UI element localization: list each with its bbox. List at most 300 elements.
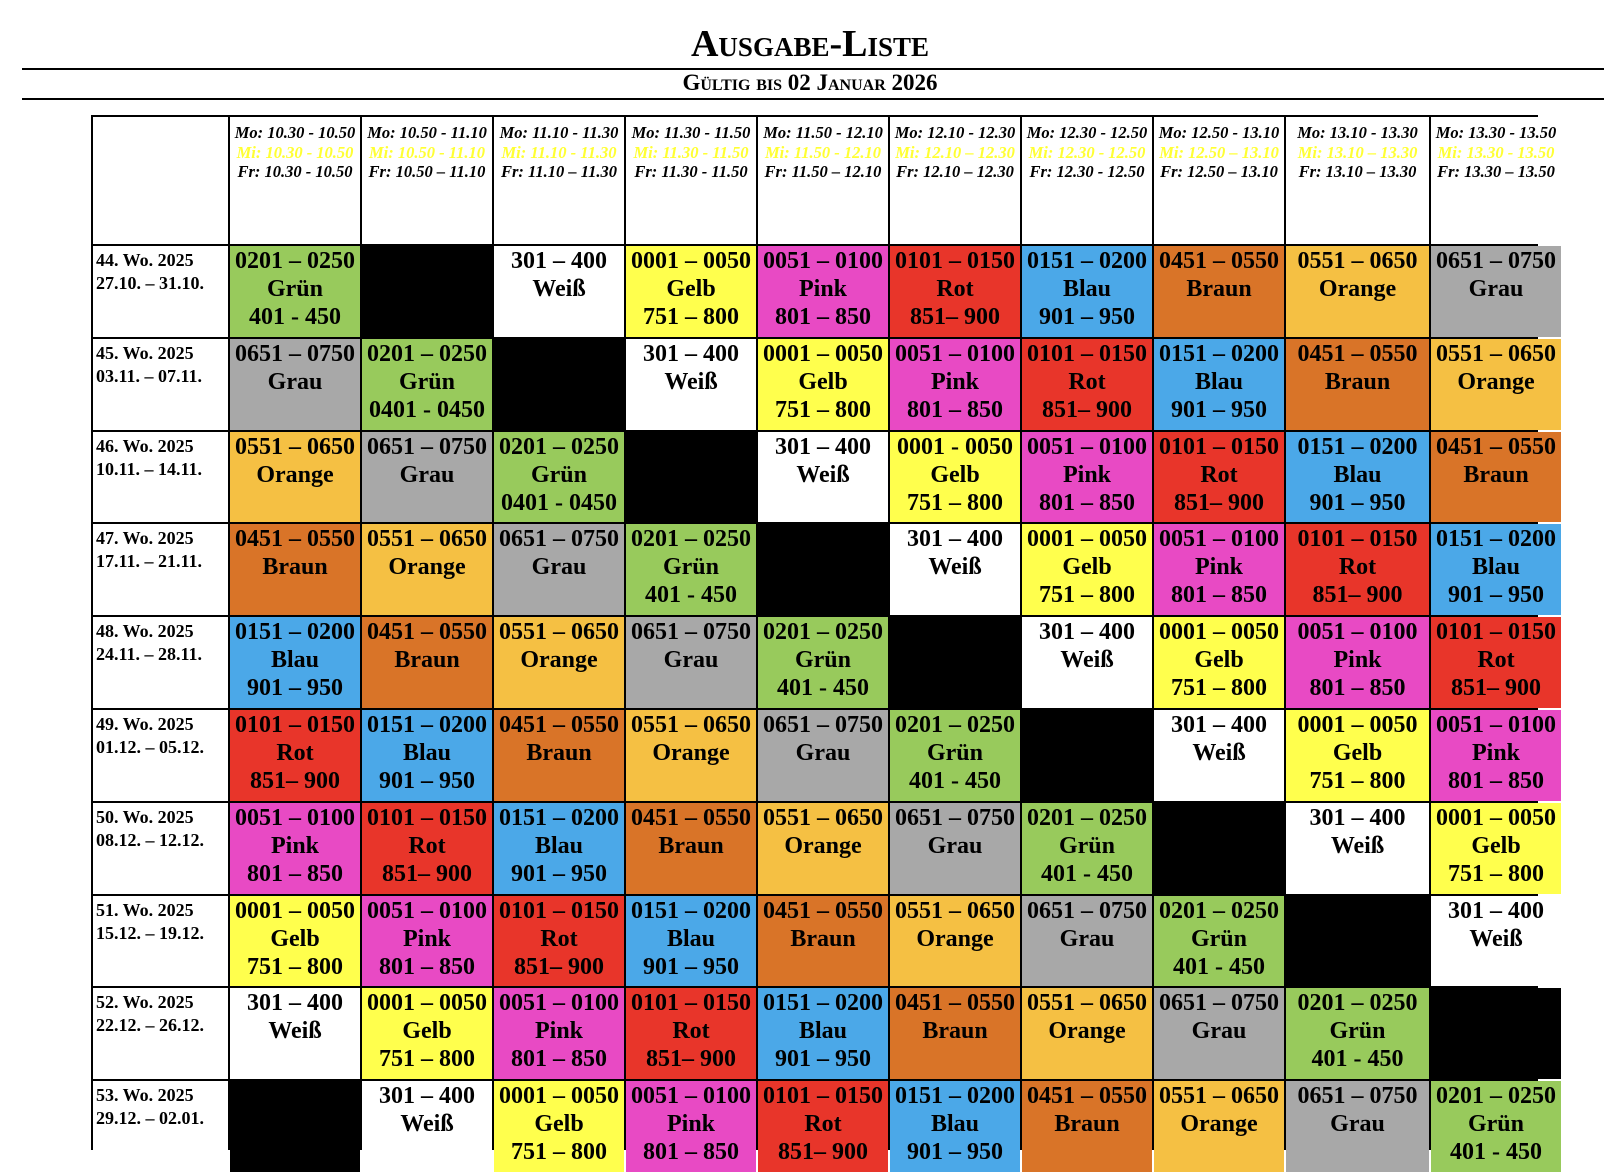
group-color-name: Orange [520, 647, 598, 674]
time-slot-header [230, 117, 360, 244]
group-number-range: 0001 – 0050 [1159, 619, 1279, 646]
group-color-name: Blau [270, 647, 320, 674]
group-number-range: 751 – 800 [247, 953, 343, 980]
week-label: 53. Wo. 2025 29.12. – 02.01. [93, 1081, 228, 1172]
week-label: 49. Wo. 2025 01.12. – 05.12. [93, 710, 228, 801]
group-color-name: Blau [666, 925, 716, 952]
group-color-name: Gelb [1471, 832, 1521, 859]
group-number-range: 0051 – 0100 [1297, 619, 1418, 646]
group-color-name: Weiß [400, 1111, 454, 1138]
group-color-name: Pink [798, 276, 848, 302]
group-number-range: 0651 – 0750 [367, 433, 487, 460]
time-slot-fr: Fr: 13.30 – 13.50 [1437, 162, 1555, 181]
group-number-range: 401 - 450 [645, 582, 737, 609]
group-cell [758, 432, 888, 523]
week-label: 45. Wo. 2025 03.11. – 07.11. [93, 339, 228, 430]
group-cell [1286, 246, 1429, 337]
group-color-name: Orange [1180, 1111, 1258, 1138]
group-color-name: Blau [1062, 276, 1112, 302]
group-color-name: Rot [276, 739, 314, 766]
week-label: 46. Wo. 2025 10.11. – 14.11. [93, 432, 228, 523]
time-slot-mi: Mi: 12.30 - 12.50 [1028, 142, 1146, 162]
group-number-range: 0151 – 0200 [499, 804, 619, 831]
group-number-range: 0001 – 0050 [499, 1083, 619, 1110]
group-number-range: 901 – 950 [643, 953, 739, 980]
group-cell [890, 710, 1020, 801]
group-number-range: 0101 – 0150 [1027, 340, 1147, 367]
group-color-name: Gelb [666, 276, 716, 302]
group-number-range: 301 – 400 [379, 1083, 475, 1110]
group-cell [890, 339, 1020, 430]
time-slot-header [1286, 117, 1429, 244]
group-cell [1154, 432, 1284, 523]
empty-cell [494, 339, 624, 430]
time-slot-header [494, 117, 624, 244]
time-slot-mi: Mi: 10.30 - 10.50 [236, 142, 354, 162]
group-color-name: Braun [394, 647, 460, 674]
group-cell [230, 710, 360, 801]
group-cell [494, 710, 624, 801]
group-number-range: 0201 – 0250 [367, 340, 487, 367]
time-slot-mo: Mo: 13.10 - 13.30 [1297, 123, 1418, 142]
time-slot-mo: Mo: 12.30 - 12.50 [1026, 123, 1148, 142]
group-color-name: Orange [652, 739, 730, 766]
group-cell [626, 617, 756, 708]
week-label: 44. Wo. 2025 27.10. – 31.10. [93, 246, 228, 337]
group-color-name: Blau [534, 832, 584, 859]
group-number-range: 0451 – 0550 [367, 619, 487, 646]
group-cell [362, 1081, 492, 1172]
group-number-range: 801 – 850 [1448, 767, 1544, 794]
group-cell [626, 246, 756, 337]
time-slot-mo: Mo: 11.50 - 12.10 [763, 123, 883, 142]
time-slot-mi: Mi: 12.10 – 12.30 [895, 142, 1015, 162]
group-cell [758, 988, 888, 1079]
group-color-name: Grün [794, 647, 851, 674]
group-number-range: 851– 900 [1451, 675, 1541, 702]
group-color-name: Braun [922, 1018, 988, 1045]
group-color-name: Pink [1062, 461, 1112, 488]
group-color-name: Pink [1471, 739, 1521, 766]
group-number-range: 801 – 850 [1309, 675, 1406, 702]
group-color-name: Rot [936, 276, 974, 302]
group-number-range: 0451 – 0550 [763, 897, 883, 924]
group-number-range: 301 – 400 [1448, 897, 1544, 924]
group-cell [1154, 988, 1284, 1079]
group-color-name: Grün [1467, 1111, 1524, 1138]
group-number-range: 0451 – 0550 [895, 990, 1015, 1017]
group-color-name: Pink [402, 925, 452, 952]
group-color-name: Rot [1200, 461, 1238, 488]
group-cell [890, 988, 1020, 1079]
time-slot-header [362, 117, 492, 244]
group-number-range: 0051 – 0100 [1159, 526, 1279, 553]
group-number-range: 0551 – 0650 [235, 433, 355, 460]
group-color-name: Grau [267, 368, 323, 395]
group-cell [1286, 1081, 1429, 1172]
group-color-name: Pink [666, 1111, 716, 1138]
group-cell [1431, 432, 1561, 523]
group-number-range: 901 – 950 [775, 1046, 871, 1073]
group-color-name: Gelb [1332, 739, 1383, 766]
group-number-range: 0201 – 0250 [631, 526, 751, 553]
group-number-range: 0551 – 0650 [1159, 1083, 1279, 1110]
group-number-range: 0051 – 0100 [235, 804, 355, 831]
time-slot-fr: Fr: 12.50 – 13.10 [1160, 162, 1278, 181]
group-color-name: Braun [1463, 461, 1529, 488]
group-color-name: Braun [658, 832, 724, 859]
group-color-name: Rot [1068, 368, 1106, 395]
schedule-table [91, 115, 1557, 1166]
group-number-range: 301 – 400 [643, 340, 739, 367]
group-number-range: 401 - 450 [1041, 860, 1133, 887]
time-slot-fr: Fr: 10.50 – 11.10 [368, 162, 486, 181]
group-number-range: 851– 900 [382, 860, 472, 887]
group-cell [890, 1081, 1020, 1172]
group-number-range: 0001 – 0050 [1297, 711, 1418, 738]
group-cell [626, 803, 756, 894]
group-number-range: 851– 900 [1174, 489, 1264, 516]
empty-cell [1022, 710, 1152, 801]
group-cell [1022, 339, 1152, 430]
group-color-name: Weiß [1192, 739, 1246, 766]
group-cell [1431, 339, 1561, 430]
group-number-range: 901 – 950 [1039, 304, 1135, 330]
group-number-range: 851– 900 [250, 767, 340, 794]
group-color-name: Orange [388, 554, 466, 581]
group-color-name: Gelb [402, 1018, 452, 1045]
page-subtitle: Gültig bis 02 Januar 2026 [682, 70, 938, 95]
group-color-name: Grün [266, 276, 323, 302]
group-number-range: 0201 – 0250 [499, 433, 619, 460]
group-cell [1286, 617, 1429, 708]
empty-cell [230, 1081, 360, 1172]
group-cell [1022, 988, 1152, 1079]
group-number-range: 0101 – 0150 [235, 711, 355, 738]
group-cell [1154, 710, 1284, 801]
group-color-name: Grau [399, 461, 455, 488]
group-number-range: 0201 – 0250 [1436, 1083, 1556, 1110]
group-cell [890, 896, 1020, 987]
group-number-range: 901 – 950 [379, 767, 475, 794]
group-number-range: 0151 – 0200 [1159, 340, 1279, 367]
group-number-range: 0101 – 0150 [763, 1083, 883, 1110]
group-cell [1286, 524, 1429, 615]
group-color-name: Blau [1194, 368, 1244, 395]
group-number-range: 751 – 800 [775, 396, 871, 423]
group-cell [1286, 710, 1429, 801]
group-cell [758, 1081, 888, 1172]
group-cell [230, 896, 360, 987]
group-number-range: 901 – 950 [247, 675, 343, 702]
group-number-range: 0151 – 0200 [631, 897, 751, 924]
group-cell [230, 246, 360, 337]
group-number-range: 301 – 400 [511, 248, 607, 274]
group-color-name: Orange [256, 461, 334, 488]
time-slot-mi: Mi: 13.30 - 13.50 [1437, 142, 1555, 162]
group-number-range: 0151 – 0200 [1436, 526, 1556, 553]
group-number-range: 851– 900 [1312, 582, 1403, 609]
group-number-range: 0551 – 0650 [1027, 990, 1147, 1017]
group-color-name: Gelb [534, 1111, 584, 1138]
time-slot-header [626, 117, 756, 244]
group-color-name: Pink [930, 368, 980, 395]
group-number-range: 901 – 950 [511, 860, 607, 887]
group-number-range: 0201 – 0250 [1027, 804, 1147, 831]
time-slot-fr: Fr: 12.30 - 12.50 [1029, 162, 1145, 181]
header-corner [93, 117, 228, 244]
group-number-range: 301 – 400 [1309, 804, 1406, 831]
group-number-range: 0451 – 0550 [1436, 433, 1556, 460]
group-number-range: 0451 – 0550 [499, 711, 619, 738]
time-slot-mo: Mo: 12.10 - 12.30 [894, 123, 1016, 142]
time-slot-header [1022, 117, 1152, 244]
page-title: Ausgabe-Liste [690, 23, 929, 65]
time-slot-mi: Mi: 12.50 – 13.10 [1159, 142, 1279, 162]
group-color-name: Pink [270, 832, 320, 859]
group-number-range: 301 – 400 [907, 526, 1003, 553]
group-number-range: 851– 900 [1042, 396, 1132, 423]
group-color-name: Weiß [796, 461, 850, 488]
group-number-range: 0051 – 0100 [499, 990, 619, 1017]
group-number-range: 401 - 450 [1173, 953, 1265, 980]
group-color-name: Gelb [930, 461, 980, 488]
group-color-name: Weiß [1469, 925, 1523, 952]
group-number-range: 301 – 400 [775, 433, 871, 460]
group-cell [1022, 803, 1152, 894]
group-number-range: 901 – 950 [1309, 489, 1406, 516]
group-cell [230, 988, 360, 1079]
group-cell [890, 246, 1020, 337]
group-number-range: 0651 – 0750 [895, 804, 1015, 831]
group-color-name: Weiß [1330, 832, 1385, 859]
group-number-range: 0651 – 0750 [235, 340, 355, 367]
group-cell [230, 803, 360, 894]
group-color-name: Weiß [268, 1018, 322, 1045]
group-cell [494, 246, 624, 337]
group-number-range: 0401 - 0450 [369, 396, 485, 423]
group-number-range: 801 – 850 [379, 953, 475, 980]
group-number-range: 0451 – 0550 [1297, 340, 1418, 367]
group-number-range: 0651 – 0750 [1297, 1083, 1418, 1110]
group-color-name: Grün [1190, 925, 1247, 952]
group-number-range: 0201 – 0250 [763, 619, 883, 646]
group-number-range: 801 – 850 [907, 396, 1003, 423]
time-slot-header [758, 117, 888, 244]
group-color-name: Grau [1468, 276, 1524, 302]
group-cell [626, 710, 756, 801]
group-number-range: 0451 – 0550 [1027, 1083, 1147, 1110]
group-number-range: 751 – 800 [1039, 582, 1135, 609]
group-color-name: Blau [798, 1018, 848, 1045]
group-cell [1431, 710, 1561, 801]
time-slot-fr: Fr: 11.30 - 11.50 [634, 162, 748, 181]
time-slot-fr: Fr: 10.30 - 10.50 [237, 162, 353, 181]
group-number-range: 401 - 450 [249, 304, 341, 330]
group-cell [362, 617, 492, 708]
group-color-name: Grün [1058, 832, 1115, 859]
group-cell [1431, 617, 1561, 708]
group-color-name: Grün [926, 739, 983, 766]
group-cell [362, 339, 492, 430]
time-slot-fr: Fr: 11.50 – 12.10 [764, 162, 882, 181]
group-color-name: Orange [784, 832, 862, 859]
time-slot-header [1154, 117, 1284, 244]
group-number-range: 0551 – 0650 [763, 804, 883, 831]
group-number-range: 801 – 850 [775, 304, 871, 330]
empty-cell [1286, 896, 1429, 987]
group-number-range: 0101 – 0150 [499, 897, 619, 924]
group-number-range: 0001 – 0050 [1436, 804, 1556, 831]
group-color-name: Gelb [1062, 554, 1112, 581]
week-label: 48. Wo. 2025 24.11. – 28.11. [93, 617, 228, 708]
group-number-range: 0651 – 0750 [1159, 990, 1279, 1017]
group-number-range: 851– 900 [514, 953, 604, 980]
group-cell [494, 432, 624, 523]
group-number-range: 801 – 850 [247, 860, 343, 887]
group-number-range: 401 - 450 [1311, 1046, 1404, 1073]
group-cell [1286, 432, 1429, 523]
group-cell [1431, 524, 1561, 615]
group-cell [890, 524, 1020, 615]
group-cell [362, 988, 492, 1079]
group-number-range: 0101 – 0150 [1297, 526, 1418, 553]
group-number-range: 801 – 850 [643, 1139, 739, 1166]
group-color-name: Orange [1318, 276, 1397, 302]
group-cell [230, 339, 360, 430]
group-number-range: 301 – 400 [247, 990, 343, 1017]
group-color-name: Rot [408, 832, 446, 859]
group-number-range: 0001 – 0050 [1027, 526, 1147, 553]
group-number-range: 751 – 800 [907, 489, 1003, 516]
group-number-range: 0101 – 0150 [895, 248, 1015, 274]
group-cell [1154, 896, 1284, 987]
group-color-name: Rot [672, 1018, 710, 1045]
group-cell [362, 524, 492, 615]
group-cell [626, 896, 756, 987]
group-number-range: 0101 – 0150 [631, 990, 751, 1017]
group-number-range: 0051 – 0100 [631, 1083, 751, 1110]
group-number-range: 401 - 450 [909, 767, 1001, 794]
group-color-name: Grau [663, 647, 719, 674]
group-cell [758, 339, 888, 430]
group-cell [626, 1081, 756, 1172]
group-number-range: 801 – 850 [1039, 489, 1135, 516]
group-color-name: Grau [1059, 925, 1115, 952]
group-number-range: 301 – 400 [1039, 619, 1135, 646]
group-color-name: Grau [927, 832, 983, 859]
group-cell [758, 803, 888, 894]
group-color-name: Grün [530, 461, 587, 488]
time-slot-fr: Fr: 11.10 – 11.30 [501, 162, 617, 181]
group-cell [626, 524, 756, 615]
group-color-name: Pink [1194, 554, 1244, 581]
group-number-range: 751 – 800 [1448, 860, 1544, 887]
group-number-range: 751 – 800 [1171, 675, 1267, 702]
group-cell [362, 710, 492, 801]
group-cell [494, 896, 624, 987]
group-color-name: Grau [531, 554, 587, 581]
group-color-name: Rot [1477, 647, 1515, 674]
group-cell [230, 617, 360, 708]
group-cell [494, 617, 624, 708]
group-number-range: 0051 – 0100 [1027, 433, 1147, 460]
group-number-range: 0051 – 0100 [1436, 711, 1556, 738]
time-slot-fr: Fr: 12.10 – 12.30 [896, 162, 1014, 181]
group-number-range: 0201 – 0250 [895, 711, 1015, 738]
group-color-name: Braun [1054, 1111, 1120, 1138]
time-slot-header [890, 117, 1020, 244]
group-color-name: Braun [1186, 276, 1252, 302]
group-number-range: 0551 – 0650 [1436, 340, 1556, 367]
empty-cell [890, 617, 1020, 708]
group-cell [494, 524, 624, 615]
group-cell [362, 432, 492, 523]
group-color-name: Weiß [928, 554, 982, 581]
group-cell [758, 246, 888, 337]
time-slot-mi: Mi: 13.10 – 13.30 [1297, 142, 1418, 162]
group-number-range: 901 – 950 [907, 1139, 1003, 1166]
group-cell [494, 988, 624, 1079]
group-number-range: 0451 – 0550 [631, 804, 751, 831]
group-color-name: Braun [262, 554, 328, 581]
group-number-range: 0551 – 0650 [895, 897, 1015, 924]
group-cell [1431, 896, 1561, 987]
empty-cell [626, 432, 756, 523]
group-color-name: Braun [1324, 368, 1391, 395]
group-cell [1286, 988, 1429, 1079]
group-number-range: 301 – 400 [1171, 711, 1267, 738]
group-color-name: Blau [1333, 461, 1382, 488]
group-cell [758, 617, 888, 708]
group-cell [494, 803, 624, 894]
group-number-range: 0051 – 0100 [367, 897, 487, 924]
group-cell [1154, 339, 1284, 430]
group-color-name: Orange [1457, 368, 1535, 395]
time-slot-mo: Mo: 13.30 - 13.50 [1435, 123, 1557, 142]
group-number-range: 0451 – 0550 [235, 526, 355, 553]
group-cell [626, 988, 756, 1079]
group-color-name: Weiß [532, 276, 586, 302]
group-cell [1022, 617, 1152, 708]
group-number-range: 401 - 450 [1450, 1139, 1542, 1166]
group-number-range: 0001 – 0050 [763, 340, 883, 367]
group-number-range: 751 – 800 [511, 1139, 607, 1166]
week-label: 51. Wo. 2025 15.12. – 19.12. [93, 896, 228, 987]
group-cell [230, 524, 360, 615]
group-cell [494, 1081, 624, 1172]
group-color-name: Grün [662, 554, 719, 581]
group-number-range: 0101 – 0150 [367, 804, 487, 831]
group-color-name: Rot [540, 925, 578, 952]
group-number-range: 0651 – 0750 [499, 526, 619, 553]
empty-cell [1154, 803, 1284, 894]
group-number-range: 851– 900 [646, 1046, 736, 1073]
group-color-name: Pink [534, 1018, 584, 1045]
group-number-range: 0151 – 0200 [895, 1083, 1015, 1110]
group-cell [1431, 1081, 1561, 1172]
group-color-name: Grau [1330, 1111, 1385, 1138]
group-color-name: Weiß [1060, 647, 1114, 674]
time-slot-mo: Mo: 11.10 - 11.30 [499, 123, 619, 142]
group-number-range: 751 – 800 [1309, 767, 1406, 794]
group-color-name: Grün [398, 368, 455, 395]
group-color-name: Grau [1191, 1018, 1247, 1045]
group-color-name: Gelb [1194, 647, 1244, 674]
group-number-range: 901 – 950 [1448, 582, 1544, 609]
week-label: 52. Wo. 2025 22.12. – 26.12. [93, 988, 228, 1079]
group-number-range: 0051 – 0100 [895, 340, 1015, 367]
